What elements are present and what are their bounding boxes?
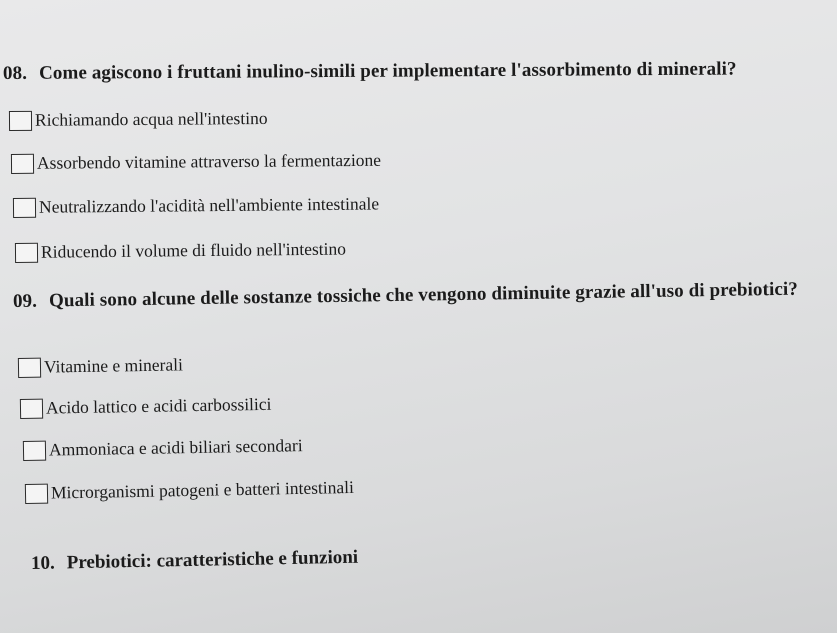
answer-option[interactable] xyxy=(15,239,346,263)
option-label: Ammoniaca e acidi biliari secondari xyxy=(48,435,303,460)
question-number: 08. xyxy=(2,62,28,84)
answer-option[interactable] xyxy=(20,394,272,419)
checkbox[interactable] xyxy=(23,440,46,460)
option-label: Riducendo il volume di fluido nell'intestino xyxy=(40,238,347,262)
checkbox[interactable] xyxy=(15,242,38,262)
checkbox[interactable] xyxy=(18,357,41,377)
answer-option[interactable] xyxy=(11,150,381,174)
checkbox[interactable] xyxy=(9,110,32,130)
answer-option[interactable] xyxy=(18,354,183,378)
section-title: Prebiotici: caratteristiche e funzioni xyxy=(66,546,359,574)
answer-option[interactable] xyxy=(9,108,268,131)
option-label: Vitamine e minerali xyxy=(43,354,184,377)
question-09 xyxy=(13,279,798,313)
answer-option[interactable] xyxy=(23,435,303,461)
option-label: Neutralizzando l'acidità nell'ambiente intestinale xyxy=(38,193,380,217)
question-text: Quali sono alcune delle sostanze tossiche che vengono diminuite grazie all'uso di prebiotici? xyxy=(48,278,799,312)
question-text: Come agiscono i fruttani inulino-simili per implementare l'assorbimento di minerali? xyxy=(38,58,737,84)
option-label: Richiamando acqua nell'intestino xyxy=(34,107,268,130)
checkbox[interactable] xyxy=(20,398,43,418)
question-number: 09. xyxy=(12,290,38,312)
answer-option[interactable] xyxy=(13,193,379,218)
option-label: Acido lattico e acidi carbossilici xyxy=(45,393,272,418)
option-label: Assorbendo vitamine attraverso la fermentazione xyxy=(36,149,382,173)
checkbox[interactable] xyxy=(25,483,48,503)
section-heading xyxy=(31,547,359,575)
answer-option[interactable] xyxy=(25,477,354,504)
checkbox[interactable] xyxy=(11,153,34,173)
option-label: Microrganismi patogeni e batteri intestinali xyxy=(50,476,355,503)
checkbox[interactable] xyxy=(13,197,36,217)
question-08 xyxy=(3,59,737,85)
section-number: 10. xyxy=(30,552,55,574)
